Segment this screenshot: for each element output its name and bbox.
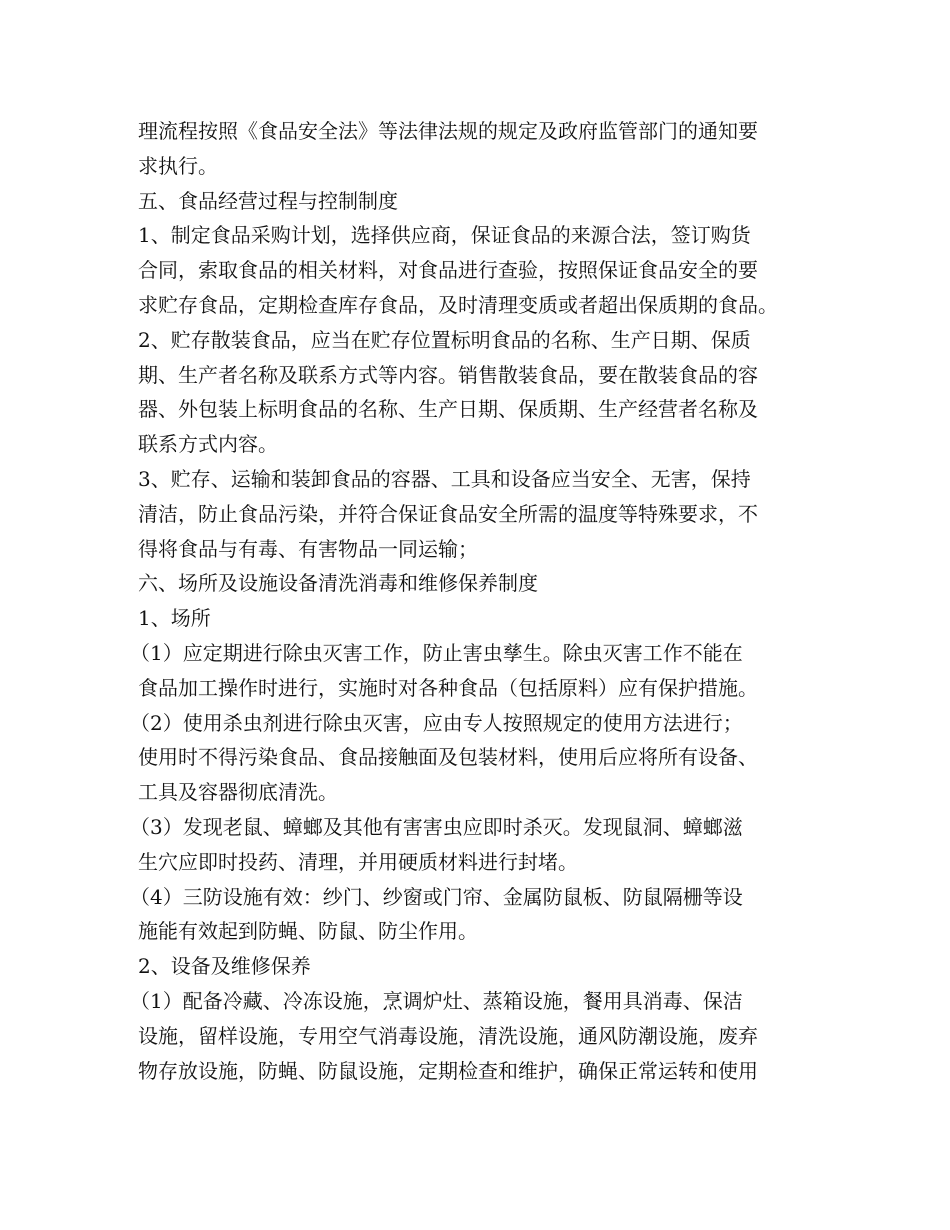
text-line: 食品加工操作时进行，实施时对各种食品（包括原料）应有保护措施。 xyxy=(138,675,758,700)
text-line: 期、生产者名称及联系方式等内容。销售散装食品，要在散装食品的容 xyxy=(138,362,758,387)
section-heading: 六、场所及设施设备清洗消毒和维修保养制度 xyxy=(138,571,538,596)
text-line: （1）应定期进行除虫灭害工作，防止害虫孳生。除虫灭害工作不能在 xyxy=(130,640,743,665)
text-line: 工具及容器彻底清洗。 xyxy=(138,780,338,805)
text-line: （1）配备冷藏、冷冻设施，烹调炉灶、蒸箱设施，餐用具消毒、保洁 xyxy=(130,988,743,1013)
text-line: 求执行。 xyxy=(138,153,218,178)
subsection-heading: 1、场所 xyxy=(138,606,211,631)
text-line: 设施，留样设施，专用空气消毒设施，清洗设施，通风防潮设施，废弃 xyxy=(138,1023,758,1048)
text-line: （2）使用杀虫剂进行除虫灭害，应由专人按照规定的使用方法进行； xyxy=(130,710,743,735)
text-line: 施能有效起到防蝇、防鼠、防尘作用。 xyxy=(138,919,478,944)
text-line: 联系方式内容。 xyxy=(138,432,278,457)
text-line: 清洁，防止食品污染，并符合保证食品安全所需的温度等特殊要求，不 xyxy=(138,501,758,526)
text-line: 器、外包装上标明食品的名称、生产日期、保质期、生产经营者名称及 xyxy=(138,397,758,422)
document-page xyxy=(130,114,838,1088)
text-line: （3）发现老鼠、蟑螂及其他有害害虫应即时杀灭。发现鼠洞、蟑螂滋 xyxy=(130,814,743,839)
section-heading: 五、食品经营过程与控制制度 xyxy=(138,188,398,213)
text-line: （4）三防设施有效：纱门、纱窗或门帘、金属防鼠板、防鼠隔栅等设 xyxy=(130,884,743,909)
text-line: 使用时不得污染食品、食品接触面及包装材料，使用后应将所有设备、 xyxy=(138,745,758,770)
text-line: 2、贮存散装食品，应当在贮存位置标明食品的名称、生产日期、保质 xyxy=(138,327,751,352)
text-line: 合同，索取食品的相关材料，对食品进行查验，按照保证食品安全的要 xyxy=(138,258,758,283)
text-line: 得将食品与有毒、有害物品一同运输； xyxy=(138,536,478,561)
text-line: 物存放设施，防蝇、防鼠设施，定期检查和维护，确保正常运转和使用 xyxy=(138,1058,758,1083)
text-line: 1、制定食品采购计划，选择供应商，保证食品的来源合法，签订购货 xyxy=(138,223,751,248)
text-line: 求贮存食品，定期检查库存食品，及时清理变质或者超出保质期的食品。 xyxy=(138,292,778,317)
text-line: 理流程按照《食品安全法》等法律法规的规定及政府监管部门的通知要 xyxy=(138,119,758,143)
text-line: 生穴应即时投药、清理，并用硬质材料进行封堵。 xyxy=(138,849,578,874)
text-line: 3、贮存、运输和装卸食品的容器、工具和设备应当安全、无害，保持 xyxy=(138,466,751,491)
subsection-heading: 2、设备及维修保养 xyxy=(138,954,311,979)
